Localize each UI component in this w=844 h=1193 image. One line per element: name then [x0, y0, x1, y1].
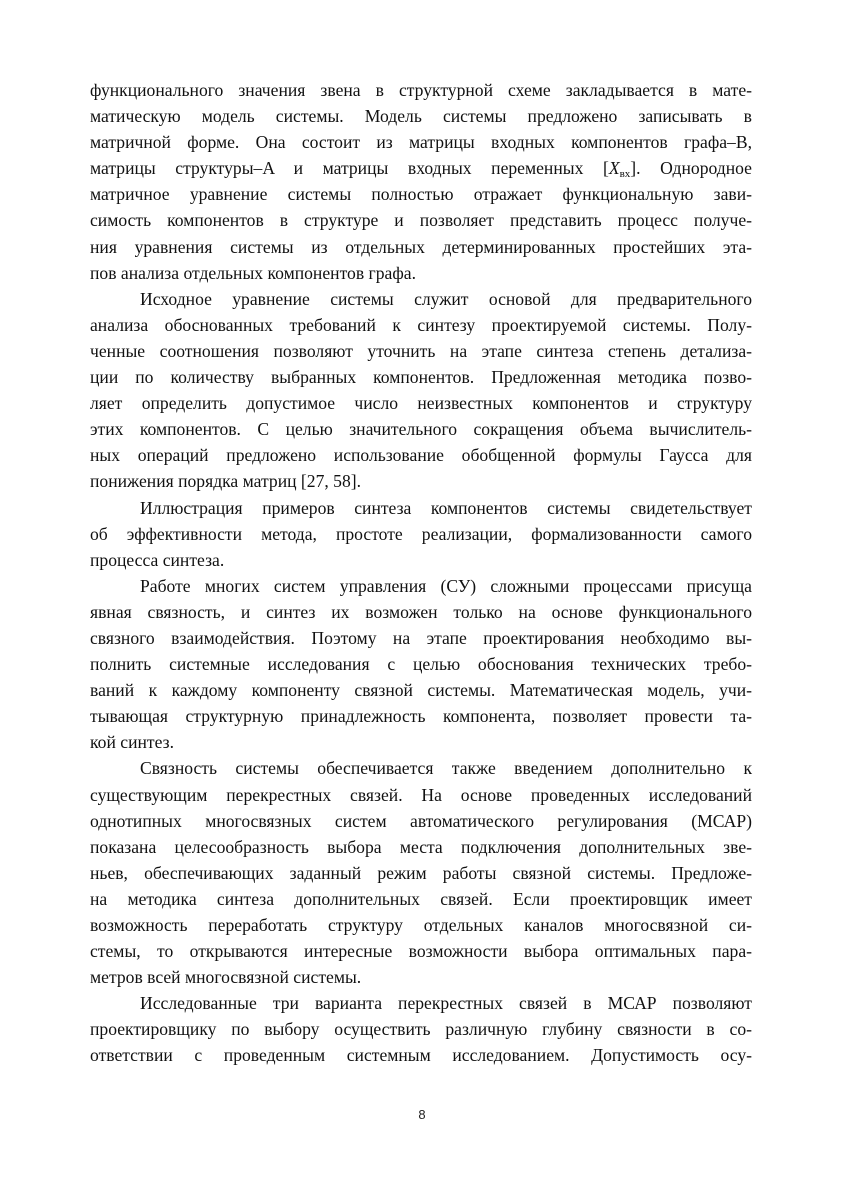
- text-segment: матрицы структуры–A и матрицы входных переменных [: [90, 158, 609, 179]
- paragraph-4-line: явная связность, и синтез их возможен только на основе функционального: [90, 601, 752, 622]
- paragraph-6-line: Исследованные три варианта перекрестных связей в МСАР позволяют: [140, 993, 752, 1014]
- paragraph-2-line: ченные соотношения позволяют уточнить на этапе синтеза степень детализа-: [90, 340, 752, 361]
- paragraph-5-line: существующим перекрестных связей. На основе проведенных исследований: [90, 784, 752, 805]
- paragraph-5-line: возможность переработать структуру отдельных каналов многосвязной си-: [90, 915, 752, 935]
- paragraph-2-line: понижения порядка матриц [27, 58].: [90, 471, 362, 492]
- paragraph-5-line: метров всей многосвязной системы.: [90, 967, 362, 988]
- page-number: 8: [418, 1107, 426, 1122]
- paragraph-4-line: тывающая структурную принадлежность компонента, позволяет провести та-: [90, 706, 752, 727]
- paragraph-2-line: ных операций предложено использование обобщенной формулы Гаусса для: [90, 445, 752, 466]
- paragraph-2-line: ляет определить допустимое число неизвестных компонентов и структуру: [90, 393, 752, 414]
- paragraph-3-line: процесса синтеза.: [90, 549, 225, 570]
- variable-symbol: X: [608, 158, 620, 179]
- paragraph-5-line: на методика синтеза дополнительных связей. Если проектировщик имеет: [90, 888, 752, 909]
- paragraph-2-line: анализа обоснованных требований к синтезу проектируемой системы. Полу-: [90, 314, 752, 335]
- paragraph-2-line: Исходное уравнение системы служит основой для предварительного: [140, 288, 752, 309]
- paragraph-4-line: связного взаимодействия. Поэтому на этапе проектирования необходимо вы-: [90, 627, 752, 648]
- text-segment: ]. Однородное: [630, 158, 752, 179]
- paragraph-5-line: показана целесообразность выбора места подключения дополнительных зве-: [90, 836, 752, 857]
- paragraph-3-line: об эффективности метода, простоте реализации, формализованности самого: [90, 523, 752, 544]
- paragraph-1-line: матическую модель системы. Модель системы предложено записывать в: [90, 106, 752, 127]
- paragraph-4-line: кой синтез.: [90, 732, 174, 753]
- paragraph-5-line: Связность системы обеспечивается также введением дополнительно к: [140, 758, 752, 779]
- paragraph-1-line: ния уравнения системы из отдельных детерминированных простейших эта-: [90, 236, 752, 257]
- body-text: [90, 77, 752, 1069]
- paragraph-4-line: полнить системные исследования с целью обоснования технических требо-: [90, 654, 752, 675]
- paragraph-1-line: [90, 155, 752, 181]
- paragraph-2-line: ции по количеству выбранных компонентов. Предложенная методика позво-: [90, 367, 752, 388]
- paragraph-3-line: Иллюстрация примеров синтеза компонентов системы свидетельствует: [140, 497, 752, 518]
- paragraph-5-line: ньев, обеспечивающих заданный режим работы связной системы. Предложе-: [90, 862, 752, 883]
- paragraph-4-line: Работе многих систем управления (СУ) сложными процессами присуща: [140, 575, 752, 596]
- paragraph-1-line: матричное уравнение системы полностью отражает функциональную зави-: [90, 184, 752, 205]
- variable-subscript: вх: [619, 168, 631, 181]
- paragraph-5-line: стемы, то открываются интересные возможности выбора оптимальных пара-: [90, 941, 752, 962]
- paragraph-4-line: ваний к каждому компоненту связной системы. Математическая модель, учи-: [90, 680, 752, 701]
- paragraph-1-line: матричной форме. Она состоит из матрицы входных компонентов графа–B,: [90, 132, 752, 153]
- paragraph-2-line: этих компонентов. С целью значительного сокращения объема вычислитель-: [90, 419, 752, 440]
- paragraph-6-line: ответствии с проведенным системным исследованием. Допустимость осу-: [90, 1045, 752, 1066]
- paragraph-1-line: функционального значения звена в структурной схеме закладывается в мате-: [90, 80, 752, 100]
- paragraph-5-line: однотипных многосвязных систем автоматического регулирования (МСАР): [90, 810, 752, 831]
- paragraph-1-line: симость компонентов в структуре и позволяет представить процесс получе-: [90, 210, 752, 231]
- paragraph-6-line: проектировщику по выбору осуществить различную глубину связности в со-: [90, 1019, 752, 1040]
- paragraph-1-line: пов анализа отдельных компонентов графа.: [90, 262, 416, 283]
